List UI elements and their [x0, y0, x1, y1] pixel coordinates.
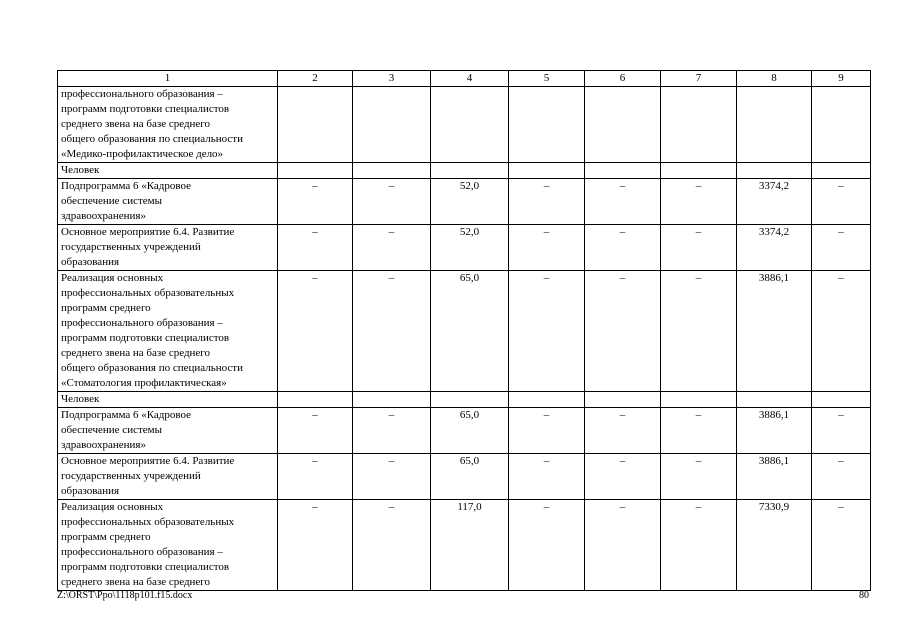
value-cell: – [812, 225, 871, 271]
value-cell [812, 392, 871, 408]
row-name-line: Реализация основных [61, 272, 164, 284]
row-name-cell [58, 87, 278, 163]
value-cell: – [278, 500, 353, 591]
table-body [58, 71, 871, 591]
row-name-line: «Стоматология профилактическая» [61, 377, 227, 389]
value-cell [353, 87, 431, 163]
row-name-cell [58, 163, 278, 179]
row-name-line: программ среднего [61, 302, 151, 314]
row-name-line: Подпрограмма 6 «Кадровое [61, 409, 192, 421]
value-cell [509, 392, 585, 408]
table-header-row [58, 71, 871, 87]
value-cell [737, 87, 812, 163]
row-name-line: обеспечение системы [61, 424, 162, 436]
value-cell [278, 163, 353, 179]
value-cell [509, 163, 585, 179]
header-cell: 5 [509, 71, 585, 87]
value-cell [585, 392, 661, 408]
row-name-line: программ среднего [61, 531, 151, 543]
value-cell: 3886,1 [737, 271, 812, 392]
value-cell: – [585, 408, 661, 454]
row-name-line: государственных учреждений [61, 470, 201, 482]
value-cell: 52,0 [431, 179, 509, 225]
value-cell: – [661, 454, 737, 500]
row-name-line: программ подготовки специалистов [61, 561, 230, 573]
header-cell: 2 [278, 71, 353, 87]
row-name-cell [58, 179, 278, 225]
row-name-cell [58, 271, 278, 392]
table-row [58, 408, 871, 454]
row-name-line: профессиональных образовательных [61, 516, 235, 528]
value-cell [737, 392, 812, 408]
value-cell [431, 392, 509, 408]
value-cell: – [278, 454, 353, 500]
footer-file-path: Z:\ORST\Ppo\1118p101.f15.docx [57, 590, 193, 601]
value-cell: – [812, 454, 871, 500]
row-name-line: среднего звена на базе среднего [61, 576, 211, 588]
row-name-cell [58, 392, 278, 408]
row-name-cell [58, 454, 278, 500]
value-cell [278, 392, 353, 408]
row-name-cell [58, 500, 278, 591]
table-row [58, 500, 871, 591]
value-cell: – [812, 408, 871, 454]
header-cell: 4 [431, 71, 509, 87]
value-cell [585, 163, 661, 179]
value-cell [353, 392, 431, 408]
value-cell: – [661, 225, 737, 271]
value-cell [812, 163, 871, 179]
value-cell: – [278, 225, 353, 271]
header-cell: 3 [353, 71, 431, 87]
table-row [58, 271, 871, 392]
row-name-line: образования [61, 485, 120, 497]
value-cell: – [278, 408, 353, 454]
value-cell: 52,0 [431, 225, 509, 271]
value-cell: – [812, 179, 871, 225]
value-cell: – [585, 454, 661, 500]
value-cell: – [509, 454, 585, 500]
value-cell [431, 87, 509, 163]
value-cell [661, 163, 737, 179]
value-cell: – [353, 271, 431, 392]
row-name-line: Основное мероприятие 6.4. Развитие [61, 455, 235, 467]
value-cell [509, 87, 585, 163]
value-cell [353, 163, 431, 179]
row-name-line: здравоохранения» [61, 439, 146, 451]
row-name-line: профессионального образования – [61, 546, 223, 558]
value-cell: – [353, 454, 431, 500]
value-cell: 3886,1 [737, 454, 812, 500]
row-name-line: обеспечение системы [61, 195, 162, 207]
value-cell: – [353, 500, 431, 591]
value-cell: – [661, 408, 737, 454]
value-cell: 65,0 [431, 408, 509, 454]
row-name-line: Человек [61, 164, 100, 176]
value-cell: 3886,1 [737, 408, 812, 454]
table-row [58, 179, 871, 225]
value-cell: – [278, 271, 353, 392]
value-cell: – [661, 271, 737, 392]
value-cell: – [353, 225, 431, 271]
row-name-line: здравоохранения» [61, 210, 146, 222]
row-name-line: Основное мероприятие 6.4. Развитие [61, 226, 235, 238]
header-cell: 9 [812, 71, 871, 87]
row-name-line: Подпрограмма 6 «Кадровое [61, 180, 192, 192]
value-cell [431, 163, 509, 179]
table-row [58, 87, 871, 163]
value-cell: – [353, 408, 431, 454]
value-cell: – [661, 179, 737, 225]
value-cell: 3374,2 [737, 225, 812, 271]
table-row [58, 163, 871, 179]
data-table [57, 70, 871, 591]
value-cell: 3374,2 [737, 179, 812, 225]
value-cell [661, 392, 737, 408]
row-name-cell [58, 225, 278, 271]
value-cell: 117,0 [431, 500, 509, 591]
value-cell: – [812, 271, 871, 392]
table-row [58, 454, 871, 500]
row-name-line: профессионального образования – [61, 88, 223, 100]
row-name-line: Реализация основных [61, 501, 164, 513]
page-number: 80 [859, 590, 869, 601]
row-name-line: государственных учреждений [61, 241, 201, 253]
value-cell [812, 87, 871, 163]
header-cell: 8 [737, 71, 812, 87]
value-cell: – [585, 271, 661, 392]
row-name-line: общего образования по специальности [61, 133, 243, 145]
header-cell: 6 [585, 71, 661, 87]
value-cell: – [585, 179, 661, 225]
row-name-line: «Медико-профилактическое дело» [61, 148, 224, 160]
row-name-line: профессиональных образовательных [61, 287, 235, 299]
value-cell: – [509, 271, 585, 392]
header-cell: 7 [661, 71, 737, 87]
value-cell: – [509, 179, 585, 225]
value-cell: – [585, 500, 661, 591]
row-name-cell [58, 408, 278, 454]
value-cell: 7330,9 [737, 500, 812, 591]
value-cell: – [585, 225, 661, 271]
value-cell: 65,0 [431, 271, 509, 392]
value-cell: – [509, 408, 585, 454]
value-cell: – [509, 500, 585, 591]
header-cell: 1 [58, 71, 278, 87]
row-name-line: Человек [61, 393, 100, 405]
row-name-line: среднего звена на базе среднего [61, 118, 211, 130]
row-name-line: профессионального образования – [61, 317, 223, 329]
value-cell [278, 87, 353, 163]
table-row [58, 392, 871, 408]
value-cell: – [812, 500, 871, 591]
value-cell: – [661, 500, 737, 591]
row-name-line: программ подготовки специалистов [61, 103, 230, 115]
row-name-line: образования [61, 256, 120, 268]
value-cell [737, 163, 812, 179]
value-cell: 65,0 [431, 454, 509, 500]
value-cell: – [509, 225, 585, 271]
table-row [58, 225, 871, 271]
row-name-line: общего образования по специальности [61, 362, 243, 374]
value-cell: – [278, 179, 353, 225]
value-cell [585, 87, 661, 163]
row-name-line: программ подготовки специалистов [61, 332, 230, 344]
row-name-line: среднего звена на базе среднего [61, 347, 211, 359]
value-cell [661, 87, 737, 163]
value-cell: – [353, 179, 431, 225]
